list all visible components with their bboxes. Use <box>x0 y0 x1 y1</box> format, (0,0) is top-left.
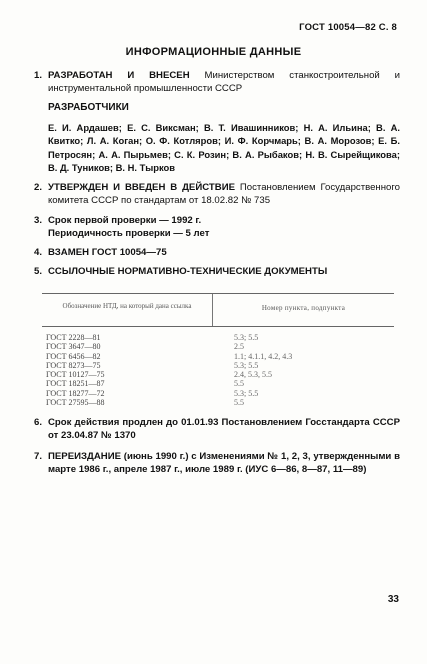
item-number: 3. <box>34 215 43 226</box>
item-text: Срок действия продлен до 01.01.93 Постановлением Госстандарта СССР от 23.04.87 № 1370 <box>48 417 400 441</box>
item-text: Постановлением Государственного комитета СССР по стандартам от 18.02.82 № 735 <box>48 182 400 206</box>
item-lead: ВЗАМЕН ГОСТ 10054—75 <box>48 247 167 258</box>
item-number: 5. <box>34 266 43 277</box>
column-header-clause: Номер пункта, подпункта <box>261 304 346 312</box>
item-number: 1. <box>34 70 43 81</box>
cell-clause: 2.4, 5.3, 5.5 <box>234 370 272 380</box>
cell-document: ГОСТ 8273—75 <box>46 360 101 370</box>
table-row <box>42 389 394 398</box>
cell-clause: 1.1; 4.1.1, 4.2, 4.3 <box>234 351 293 361</box>
item-number: 4. <box>34 247 43 258</box>
cell-clause: 5.5 <box>234 379 244 389</box>
item-number: 2. <box>34 182 43 193</box>
developers-list: Е. И. Ардашев; Е. С. Виксман; В. Т. Ивашинников; Н. А. Ильина; В. А. Квитко; Л. А. Коган; О. Ф. Котляров; И. Ф. Корчмарь; В. А. Морозов; Е. Б. Петросян; А. А. Пырьмев; С. К. Розин; В. А. Рыбаков; Н. В. Сырейщикова; В. Д. Туников; В. Н. Тырков <box>48 122 400 174</box>
item-text-2: Периодичность проверки — 5 лет <box>48 228 210 239</box>
info-item-4 <box>34 246 400 259</box>
cell-document: ГОСТ 6456—82 <box>46 351 101 361</box>
table-row <box>42 342 394 351</box>
item-lead: ССЫЛОЧНЫЕ НОРМАТИВНО-ТЕХНИЧЕСКИЕ ДОКУМЕНТЫ <box>48 266 328 277</box>
item-number: 7. <box>34 451 43 462</box>
cell-document: ГОСТ 18251—87 <box>46 379 105 389</box>
item-lead: УТВЕРЖДЕН И ВВЕДЕН В ДЕЙСТВИЕ <box>48 182 235 193</box>
cell-document: ГОСТ 18277—72 <box>46 388 105 398</box>
cell-clause: 5.5 <box>234 398 244 408</box>
cell-clause: 5.3; 5.5 <box>234 333 259 342</box>
info-item-2 <box>34 181 400 207</box>
info-item-1 <box>34 69 400 95</box>
item-lead: РАЗРАБОТАН И ВНЕСЕН <box>48 70 190 81</box>
table-row <box>42 379 394 388</box>
cell-document: ГОСТ 27595—88 <box>46 398 105 408</box>
cell-clause: 5.3; 5.5 <box>234 360 259 370</box>
table-row <box>42 352 394 361</box>
item-number: 6. <box>34 417 43 428</box>
cell-document: ГОСТ 2228—81 <box>46 333 101 342</box>
table-row <box>42 370 394 379</box>
table-header <box>42 294 394 327</box>
cell-clause: 2.5 <box>234 342 244 352</box>
table-row <box>42 333 394 342</box>
info-item-7 <box>34 450 400 476</box>
table-row <box>42 398 394 407</box>
reference-table <box>42 293 394 407</box>
page-number: 33 <box>387 594 399 605</box>
developers-heading: РАЗРАБОТЧИКИ <box>48 102 129 113</box>
item-text: Срок первой проверки — 1992 г. <box>48 215 202 226</box>
running-header: ГОСТ 10054—82 С. 8 <box>299 22 397 33</box>
cell-document: ГОСТ 3647—80 <box>46 342 101 352</box>
column-header-document: Обозначение НТД, на который дана ссылка <box>42 294 213 326</box>
info-item-5 <box>34 265 400 278</box>
cell-clause: 5.3; 5.5 <box>234 388 259 398</box>
info-item-6 <box>34 416 400 442</box>
item-text: Министерством станкостроительной и инструментальной промышленности СССР <box>48 70 401 94</box>
page-title: ИНФОРМАЦИОННЫЕ ДАННЫЕ <box>125 46 302 58</box>
item-text: (июнь 1990 г.) с Изменениями № 1, 2, 3, утвержденными в марте 1986 г., апреле 1987 г., июле 1989 г. (ИУС 6—86, 8—87, 11—89) <box>48 451 400 475</box>
item-lead: ПЕРЕИЗДАНИЕ <box>48 451 121 462</box>
table-row <box>42 361 394 370</box>
cell-document: ГОСТ 10127—75 <box>46 370 105 380</box>
info-item-3 <box>34 214 400 240</box>
